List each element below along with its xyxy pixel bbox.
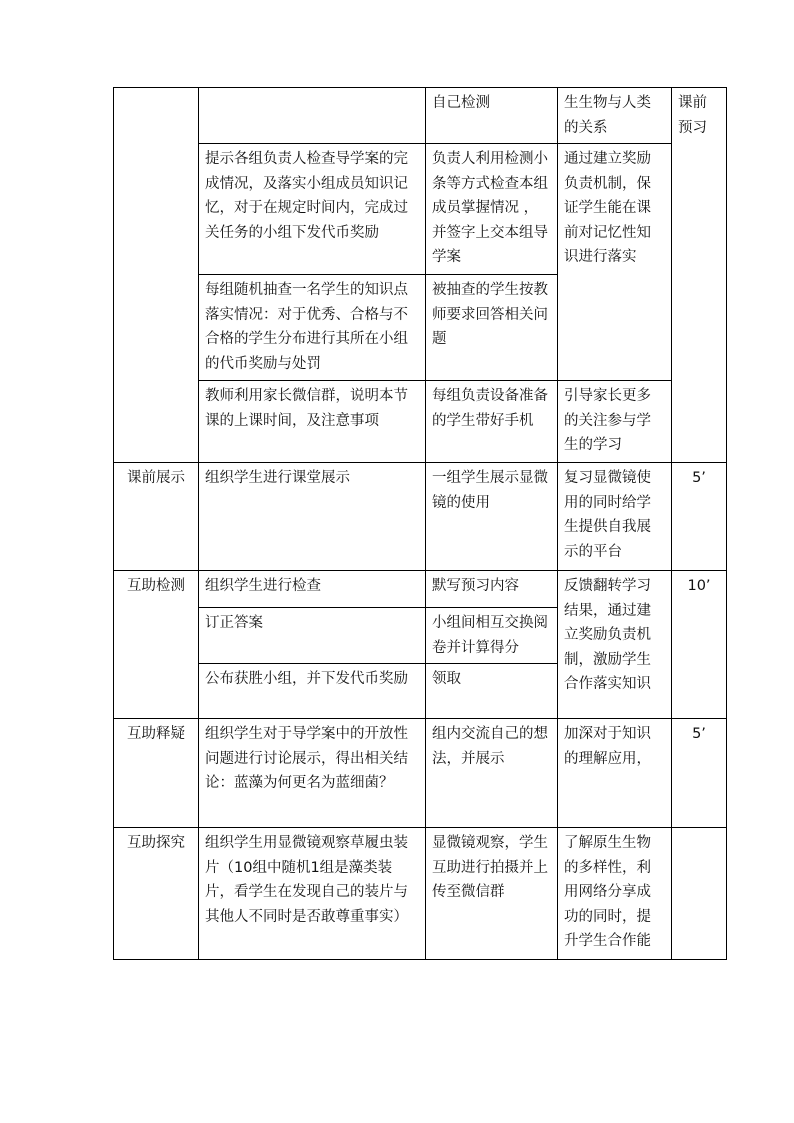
teacher-activity-cell: 组织学生用显微镜观察草履虫装片（10组中随机1组是藻类装片，看学生在发现自己的装片与其他人不同时是否敢尊重事实） [199, 828, 426, 960]
teacher-activity-cell: 组织学生进行检查 [199, 571, 426, 608]
phase-cell: 互助探究 [114, 828, 199, 960]
design-purpose-cell: 了解原生生物的多样性，利用网络分享成功的同时，提升学生合作能 [558, 828, 672, 960]
design-purpose-cell: 通过建立奖励负责机制，保证学生能在课前对记忆性知识进行落实 [558, 144, 672, 381]
teacher-activity-cell: 教师利用家长微信群，说明本节课的上课时间，及注意事项 [199, 381, 426, 463]
time-cell: 课前预习 [672, 88, 727, 463]
teacher-activity-cell: 每组随机抽查一名学生的知识点落实情况：对于优秀、合格与不合格的学生分布进行其所在小组的代币奖励与处罚 [199, 275, 426, 381]
table-row [114, 571, 727, 608]
student-activity-cell: 一组学生展示显微镜的使用 [426, 463, 558, 571]
table-row [114, 144, 727, 275]
teacher-activity-cell: 提示各组负责人检查导学案的完成情况，及落实小组成员知识记忆，对于在规定时间内，完成过关任务的小组下发代币奖励 [199, 144, 426, 275]
student-activity-cell: 小组间相互交换阅卷并计算得分 [426, 608, 558, 664]
design-purpose-cell: 生生物与人类的关系 [558, 88, 672, 144]
design-purpose-cell: 加深对于知识的理解应用， [558, 719, 672, 828]
student-activity-cell: 领取 [426, 664, 558, 719]
phase-cell-blank [114, 88, 199, 463]
student-activity-cell: 被抽查的学生按教师要求回答相关问题 [426, 275, 558, 381]
table-row [114, 463, 727, 571]
student-activity-cell: 默写预习内容 [426, 571, 558, 608]
phase-cell: 课前展示 [114, 463, 199, 571]
table-row [114, 719, 727, 828]
teacher-activity-cell: 组织学生进行课堂展示 [199, 463, 426, 571]
teacher-activity-cell: 订正答案 [199, 608, 426, 664]
time-cell: 5’ [672, 719, 727, 828]
design-purpose-cell: 复习显微镜使用的同时给学生提供自我展示的平台 [558, 463, 672, 571]
time-cell: 5’ [672, 463, 727, 571]
design-purpose-cell: 引导家长更多的关注参与学生的学习 [558, 381, 672, 463]
phase-cell: 互助释疑 [114, 719, 199, 828]
student-activity-cell: 显微镜观察，学生互助进行拍摄并上传至微信群 [426, 828, 558, 960]
teacher-activity-cell [199, 88, 426, 144]
table-row [114, 828, 727, 960]
time-cell: 10’ [672, 571, 727, 719]
table-row [114, 88, 727, 144]
time-cell [672, 828, 727, 960]
teacher-activity-cell: 组织学生对于导学案中的开放性问题进行讨论展示，得出相关结论：蓝藻为何更名为蓝细菌？ [199, 719, 426, 828]
student-activity-cell: 组内交流自己的想法，并展示 [426, 719, 558, 828]
table-row [114, 381, 727, 463]
student-activity-cell: 自己检测 [426, 88, 558, 144]
lesson-plan-table [113, 87, 727, 960]
student-activity-cell: 每组负责设备准备的学生带好手机 [426, 381, 558, 463]
student-activity-cell: 负责人利用检测小条等方式检查本组成员掌握情况 ，并签字上交本组导学案 [426, 144, 558, 275]
design-purpose-cell: 反馈翻转学习结果，通过建立奖励负责机制，激励学生合作落实知识 [558, 571, 672, 719]
phase-cell: 互助检测 [114, 571, 199, 719]
teacher-activity-cell: 公布获胜小组，并下发代币奖励 [199, 664, 426, 719]
